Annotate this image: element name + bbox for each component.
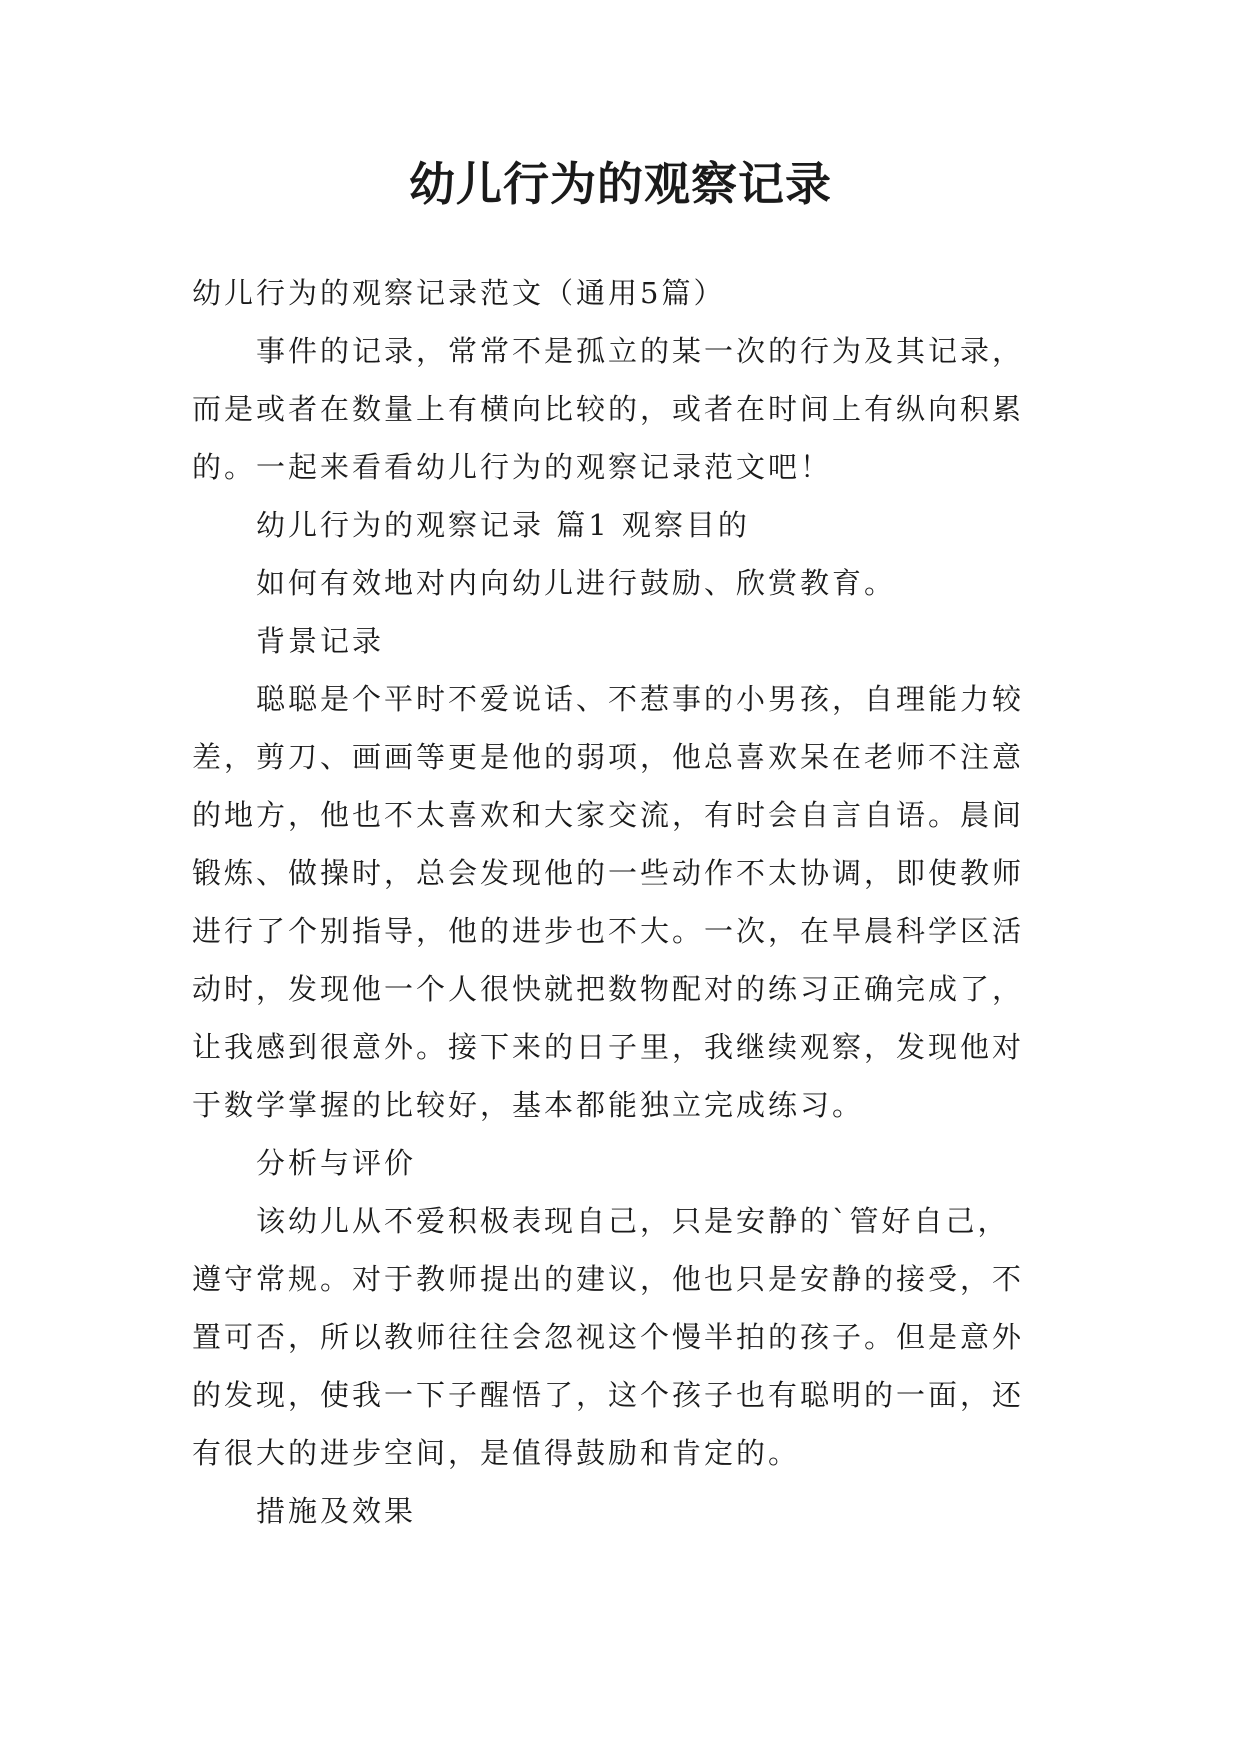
paragraph (192, 264, 1072, 322)
paragraph (192, 554, 1072, 612)
text-line: 置可否，所以教师往往会忽视这个慢半拍的孩子。但是意外 (192, 1320, 1025, 1354)
text-line: 背景记录 (256, 624, 385, 658)
paragraph (192, 1482, 1072, 1540)
paragraph (192, 612, 1072, 670)
text-line: 有很大的进步空间，是值得鼓励和肯定的。 (192, 1436, 801, 1470)
text-line: 的发现，使我一下子醒悟了，这个孩子也有聪明的一面，还 (192, 1378, 1025, 1412)
text-line: 幼儿行为的观察记录 篇1 观察目的 (256, 508, 750, 542)
text-line: 于数学掌握的比较好，基本都能独立完成练习。 (192, 1088, 865, 1122)
text-line: 的地方，他也不太喜欢和大家交流，有时会自言自语。晨间 (192, 798, 1025, 832)
text-line: 动时，发现他一个人很快就把数物配对的练习正确完成了， (192, 972, 1025, 1006)
document-body (192, 264, 1072, 1540)
text-line: 锻炼、做操时，总会发现他的一些动作不太协调，即使教师 (192, 856, 1025, 890)
text-line: 而是或者在数量上有横向比较的，或者在时间上有纵向积累 (192, 392, 1025, 426)
text-line: 幼儿行为的观察记录范文（通用5篇） (192, 276, 726, 310)
paragraph (192, 1192, 1072, 1482)
text-line: 聪聪是个平时不爱说话、不惹事的小男孩，自理能力较 (256, 682, 1025, 716)
text-line: 事件的记录，常常不是孤立的某一次的行为及其记录， (256, 334, 1025, 368)
text-line: 让我感到很意外。接下来的日子里，我继续观察，发现他对 (192, 1030, 1025, 1064)
text-line: 该幼儿从不爱积极表现自己，只是安静的`管好自己， (256, 1204, 1010, 1238)
text-line: 措施及效果 (256, 1494, 417, 1528)
text-line: 进行了个别指导，他的进步也不大。一次，在早晨科学区活 (192, 914, 1025, 948)
text-line: 遵守常规。对于教师提出的建议，他也只是安静的接受，不 (192, 1262, 1025, 1296)
paragraph (192, 322, 1072, 496)
paragraph (192, 1134, 1072, 1192)
paragraph (192, 670, 1072, 1134)
text-line: 分析与评价 (256, 1146, 417, 1180)
paragraph (192, 496, 1072, 554)
document-title: 幼儿行为的观察记录 (409, 157, 832, 211)
text-line: 如何有效地对内向幼儿进行鼓励、欣赏教育。 (256, 566, 897, 600)
text-line: 差，剪刀、画画等更是他的弱项，他总喜欢呆在老师不注意 (192, 740, 1025, 774)
text-line: 的。一起来看看幼儿行为的观察记录范文吧！ (192, 450, 833, 484)
